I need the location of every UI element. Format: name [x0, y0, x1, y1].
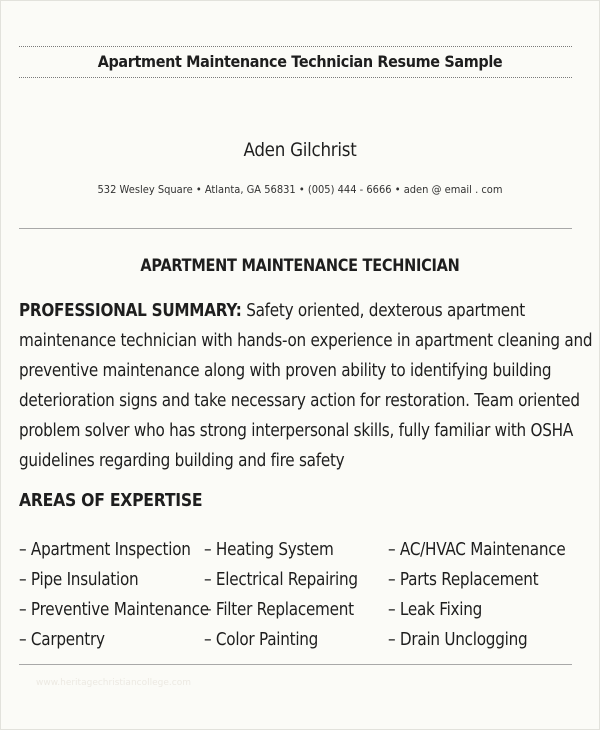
contact-line: 532 Wesley Square • Atlanta, GA 56831 • (005) 444 - 6666 • aden @ email . com	[97, 183, 503, 196]
skill-item: – Apartment Inspection	[19, 540, 191, 560]
areas-of-expertise-heading: AREAS OF EXPERTISE	[19, 490, 203, 511]
summary-line: problem solver who has strong interpersonal skills, fully familiar with OSHA	[19, 421, 573, 441]
professional-summary	[19, 296, 593, 476]
document-title: Apartment Maintenance Technician Resume Sample	[97, 52, 503, 71]
header-divider	[19, 228, 572, 229]
candidate-name: Aden Gilchrist	[243, 139, 357, 161]
summary-line: preventive maintenance along with proven ability to identifying building	[19, 361, 552, 381]
watermark: www.heritagechristiancollege.com	[36, 678, 191, 688]
skill-item: – Pipe Insulation	[19, 570, 139, 590]
skill-item: – Leak Fixing	[388, 600, 483, 620]
skill-item: – Drain Unclogging	[388, 630, 528, 650]
skill-item: – Heating System	[204, 540, 334, 560]
skills-column-3	[388, 535, 565, 655]
title-top-rule	[19, 46, 572, 47]
summary-line: guidelines regarding building and fire safety	[19, 451, 345, 471]
skill-item: – Filter Replacement	[204, 600, 354, 620]
summary-label: PROFESSIONAL SUMMARY:	[19, 301, 242, 321]
summary-text: Safety oriented, dexterous apartment	[241, 301, 526, 321]
skill-item: – AC/HVAC Maintenance	[388, 540, 566, 560]
skill-item: – Preventive Maintenance	[19, 600, 209, 620]
skill-item: – Electrical Repairing	[204, 570, 358, 590]
skills-column-2	[204, 535, 358, 655]
skill-item: – Carpentry	[19, 630, 105, 650]
summary-line: deterioration signs and take necessary action for restoration. Team oriented	[19, 391, 580, 411]
title-bottom-rule	[19, 77, 572, 78]
skills-column-1	[19, 535, 209, 655]
job-title: APARTMENT MAINTENANCE TECHNICIAN	[140, 256, 460, 275]
skill-item: – Color Painting	[204, 630, 319, 650]
summary-line: maintenance technician with hands-on experience in apartment cleaning and	[19, 331, 593, 351]
summary-line	[19, 296, 567, 326]
skill-item: – Parts Replacement	[388, 570, 539, 590]
footer-divider	[19, 664, 572, 665]
